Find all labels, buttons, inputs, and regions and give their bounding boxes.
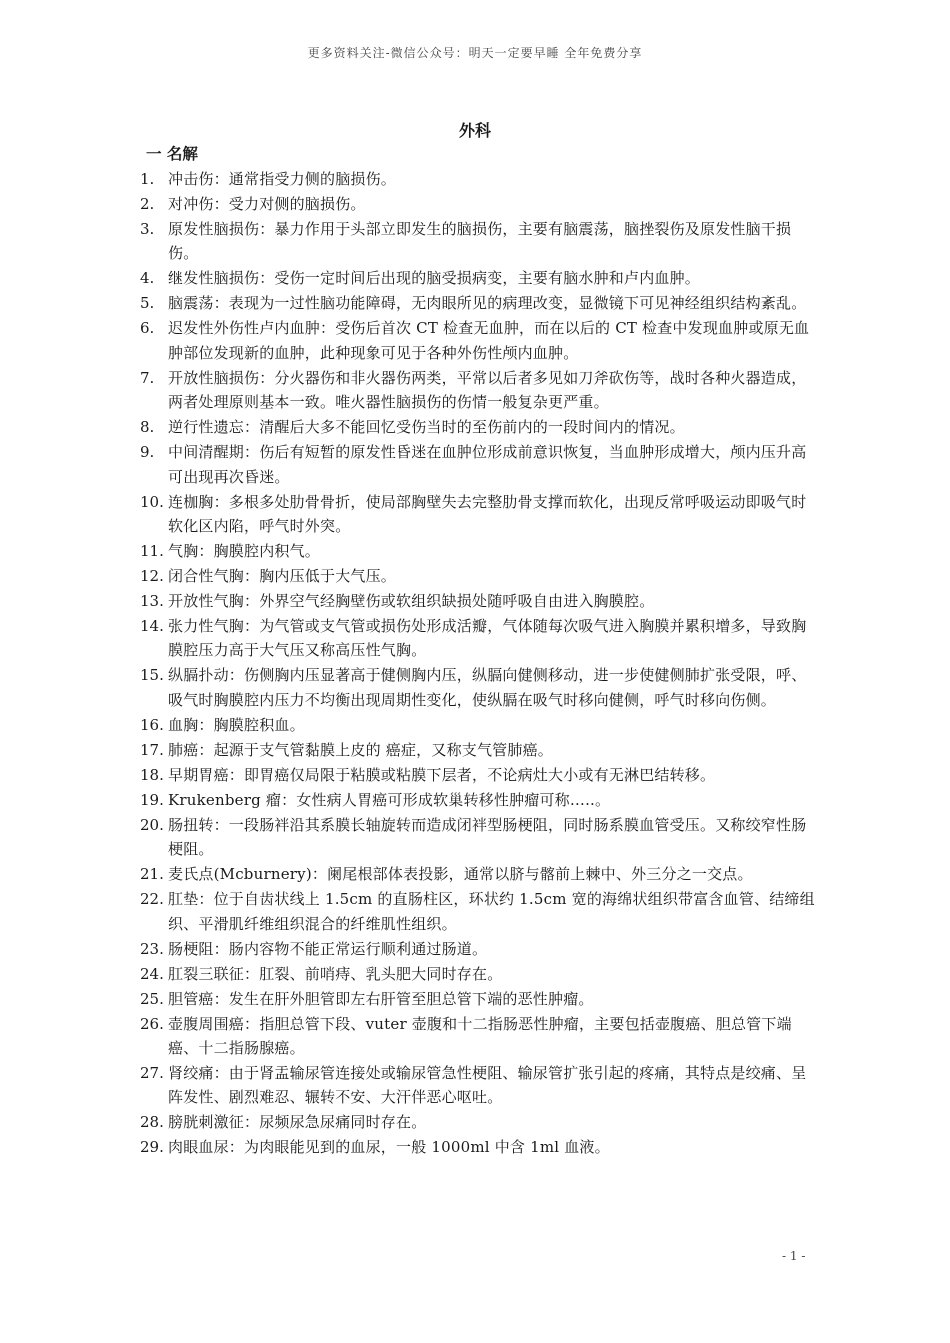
list-item — [140, 614, 820, 663]
definition-list — [140, 167, 820, 1160]
item-number: 28. — [140, 1113, 164, 1132]
document-title: 外科 — [458, 121, 491, 140]
list-item — [140, 167, 820, 191]
item-number: 27. — [140, 1064, 164, 1083]
item-number: 23. — [140, 939, 164, 958]
list-item — [140, 813, 820, 862]
list-item — [140, 366, 820, 415]
list-item — [140, 539, 820, 563]
list-item — [140, 763, 820, 787]
item-text: 闭合性气胸：胸内压低于大气压。 — [168, 567, 397, 586]
item-text: 张力性气胸：为气管或支气管或损伤处形成活瓣，气体随每次吸气进入胸膜并累积增多，导致胸膜腔压力高于大气压又称高压性气胸。 — [168, 617, 807, 660]
item-text: 冲击伤：通常指受力侧的脑损伤。 — [168, 170, 397, 188]
document-body — [140, 142, 820, 1160]
list-item — [140, 266, 820, 290]
item-text: 迟发性外伤性卢内血肿：受伤后首次 CT 检查无血肿，而在以后的 CT 检查中发现血肿或原无血肿部位发现新的血肿，此种现象可见于各种外伤性颅内血肿。 — [168, 319, 810, 362]
item-number: 7. — [140, 368, 155, 387]
item-text: Krukenberg 瘤：女性病人胃癌可形成软巢转移性肿瘤可称…..。 — [168, 790, 611, 809]
list-item — [140, 1012, 820, 1061]
list-item — [140, 217, 820, 266]
item-number: 16. — [140, 715, 164, 734]
item-text: 连枷胸：多根多处肋骨骨折，使局部胸壁失去完整肋骨支撑而软化，出现反常呼吸运动即吸气时软化区内陷，呼气时外突。 — [168, 492, 807, 536]
list-item — [140, 987, 820, 1011]
item-number: 5. — [140, 294, 155, 313]
header-note: 更多资料关注-微信公众号：明天一定要早睡 全年免费分享 — [307, 46, 643, 60]
item-text: 早期胃癌：即胃癌仅局限于粘膜或粘膜下层者，不论病灶大小或有无淋巴结转移。 — [168, 765, 716, 784]
list-item — [140, 937, 820, 961]
item-text: 继发性脑损伤：受伤一定时间后出现的脑受损病变，主要有脑水肿和卢内血肿。 — [168, 269, 701, 288]
item-number: 8. — [140, 418, 155, 437]
list-item — [140, 738, 820, 762]
item-number: 15. — [140, 666, 164, 685]
item-number: 18. — [140, 765, 164, 784]
item-text: 对冲伤：受力对侧的脑损伤。 — [168, 195, 366, 213]
list-item — [140, 788, 820, 812]
item-number: 6. — [140, 319, 155, 338]
item-number: 3. — [140, 220, 155, 238]
item-number: 14. — [140, 617, 164, 636]
list-item — [140, 440, 820, 489]
list-item — [140, 887, 820, 936]
item-number: 10. — [140, 492, 164, 511]
list-item — [140, 490, 820, 539]
item-number: 11. — [140, 542, 164, 561]
item-number: 20. — [140, 815, 164, 834]
list-item — [140, 192, 820, 216]
item-number: 22. — [140, 890, 164, 909]
item-text: 逆行性遗忘：清醒后大多不能回忆受伤当时的至伤前内的一段时间内的情况。 — [168, 418, 685, 437]
item-text: 肺癌：起源于支气管黏膜上皮的 癌症，又称支气管肺癌。 — [168, 740, 553, 759]
item-text: 中间清醒期：伤后有短暂的原发性昏迷在血肿位形成前意识恢复，当血肿形成增大，颅内压升高可出现再次昏迷。 — [168, 443, 807, 486]
item-number: 19. — [140, 790, 164, 809]
item-text: 脑震荡：表现为一过性脑功能障碍，无肉眼所见的病理改变，显微镜下可见神经组织结构紊乱。 — [168, 294, 807, 313]
list-item — [140, 291, 820, 315]
item-text: 血胸：胸膜腔积血。 — [168, 715, 305, 734]
item-number: 9. — [140, 443, 155, 462]
list-item — [140, 862, 820, 886]
list-item — [140, 1135, 820, 1159]
list-item — [140, 1061, 820, 1110]
list-item — [140, 564, 820, 588]
list-item — [140, 713, 820, 737]
item-text: 胆管癌：发生在肝外胆管即左右肝管至胆总管下端的恶性肿瘤。 — [168, 989, 594, 1008]
item-number: 12. — [140, 567, 164, 586]
item-text: 膀胱刺激征：尿频尿急尿痛同时存在。 — [168, 1113, 427, 1132]
item-number: 2. — [140, 195, 155, 213]
list-item — [140, 316, 820, 365]
item-text: 麦氏点(Mcburnery)：阑尾根部体表投影，通常以脐与髂前上棘中、外三分之一交点。 — [168, 865, 753, 884]
section-heading: 一 名解 — [146, 144, 198, 163]
item-number: 13. — [140, 592, 164, 611]
list-item — [140, 589, 820, 613]
item-number: 29. — [140, 1138, 164, 1157]
item-text: 气胸：胸膜腔内积气。 — [168, 542, 321, 561]
item-text: 肠扭转：一段肠袢沿其系膜长轴旋转而造成闭袢型肠梗阻，同时肠系膜血管受压。又称绞窄性肠梗阻。 — [168, 815, 807, 859]
item-text: 纵膈扑动：伤侧胸内压显著高于健侧胸内压，纵膈向健侧移动，进一步使健侧肺扩张受限，呼、吸气时胸膜腔内压力不均衡出现周期性变化，使纵膈在吸气时移向健侧，呼气时移向伤侧。 — [168, 666, 807, 709]
item-text: 肠梗阻：肠内容物不能正常运行顺利通过肠道。 — [168, 939, 488, 958]
item-text: 壶腹周围癌：指胆总管下段、vuter 壶腹和十二指肠恶性肿瘤，主要包括壶腹癌、胆总管下端癌、十二指肠腺癌。 — [168, 1014, 792, 1058]
item-number: 26. — [140, 1014, 164, 1033]
item-number: 25. — [140, 989, 164, 1008]
list-item — [140, 663, 820, 712]
item-number: 4. — [140, 269, 155, 288]
item-number: 21. — [140, 865, 164, 884]
page-number: - 1 - — [782, 1249, 806, 1263]
item-text: 肾绞痛：由于肾盂输尿管连接处或输尿管急性梗阻、输尿管扩张引起的疼痛，其特点是绞痛、呈阵发性、剧烈难忍、辗转不安、大汗伴恶心呕吐。 — [168, 1064, 807, 1107]
item-text: 肛裂三联征：肛裂、前哨痔、乳头肥大同时存在。 — [168, 964, 503, 983]
item-text: 肉眼血尿：为肉眼能见到的血尿，一般 1000ml 中含 1ml 血液。 — [168, 1138, 610, 1157]
list-item — [140, 962, 820, 986]
item-number: 24. — [140, 964, 164, 983]
item-text: 肛垫：位于自齿状线上 1.5cm 的直肠柱区，环状约 1.5cm 宽的海绵状组织带富含血管、结缔组织、平滑肌纤维组织混合的纤维肌性组织。 — [168, 890, 815, 933]
item-text: 开放性气胸：外界空气经胸壁伤或软组织缺损处随呼吸自由进入胸膜腔。 — [168, 592, 655, 611]
item-number: 17. — [140, 740, 164, 759]
item-text: 开放性脑损伤：分火器伤和非火器伤两类，平常以后者多见如刀斧砍伤等，战时各种火器造成，两者处理原则基本一致。唯火器性脑损伤的伤情一般复杂更严重。 — [168, 368, 807, 412]
item-number: 1. — [140, 170, 155, 188]
item-text: 原发性脑损伤：暴力作用于头部立即发生的脑损伤，主要有脑震荡，脑挫裂伤及原发性脑干损伤。 — [168, 220, 792, 263]
list-item — [140, 415, 820, 439]
list-item — [140, 1110, 820, 1134]
